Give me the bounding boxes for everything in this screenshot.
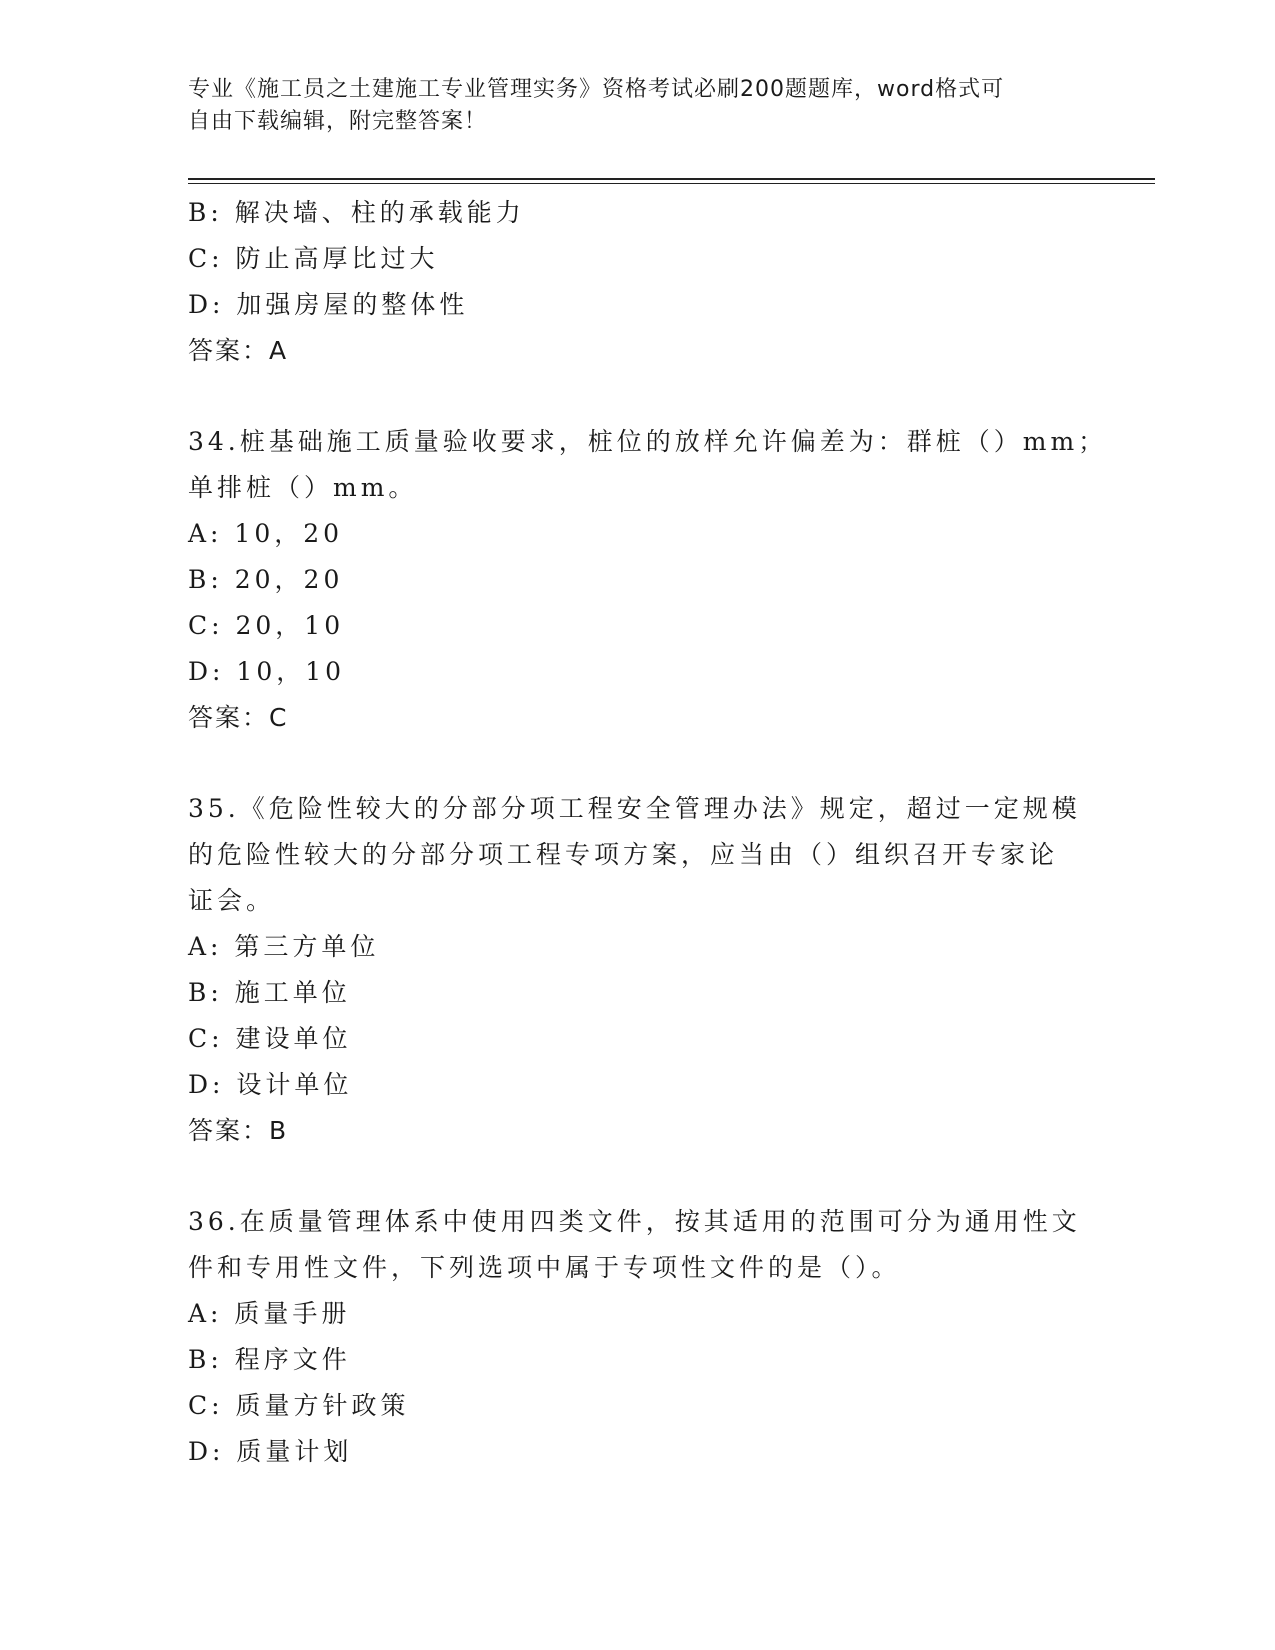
question-34: [188, 419, 1108, 741]
option-c: C: 建设单位: [188, 1024, 352, 1053]
question-stem: 的危险性较大的分部分项工程专项方案，应当由（）组织召开专家论: [188, 840, 1059, 869]
question-stem: 35.《危险性较大的分部分项工程安全管理办法》规定，超过一定规模: [188, 794, 1081, 823]
option-c: C: 质量方针政策: [188, 1391, 410, 1420]
option-d: D: 设计单位: [188, 1070, 353, 1099]
answer: 答案：B: [188, 1116, 289, 1145]
header-divider-thin: [188, 183, 1155, 184]
option-a: A: 质量手册: [188, 1299, 351, 1328]
question-33: [188, 190, 1088, 374]
header-divider-thick: [188, 178, 1155, 180]
option-b: B: 程序文件: [188, 1345, 351, 1374]
question-list: [188, 190, 1108, 1475]
option-d: D: 10，10: [188, 657, 346, 686]
question-35: [188, 786, 1088, 1154]
header-line-2: 自由下载编辑，附完整答案！: [188, 109, 488, 134]
option-d: D: 加强房屋的整体性: [188, 290, 469, 319]
option-b: B: 20，20: [188, 565, 344, 594]
question-stem: 34.桩基础施工质量验收要求，桩位的放样允许偏差为：群桩（）mm；: [188, 427, 1108, 456]
answer: 答案：A: [188, 336, 289, 365]
option-b: B: 施工单位: [188, 978, 351, 1007]
option-c: C: 防止高厚比过大: [188, 244, 439, 273]
question-stem: 单排桩（）mm。: [188, 473, 418, 502]
option-d: D: 质量计划: [188, 1437, 353, 1466]
option-c: C: 20，10: [188, 611, 345, 640]
option-a: A: 第三方单位: [188, 932, 380, 961]
question-stem: 件和专用性文件，下列选项中属于专项性文件的是（）。: [188, 1253, 901, 1282]
option-b: B: 解决墙、柱的承载能力: [188, 198, 525, 227]
question-stem: 36.在质量管理体系中使用四类文件，按其适用的范围可分为通用性文: [188, 1207, 1081, 1236]
question-stem: 证会。: [188, 886, 276, 915]
answer: 答案：C: [188, 703, 289, 732]
header-line-1: 专业《施工员之土建施工专业管理实务》资格考试必刷200题题库，word格式可: [188, 77, 1005, 102]
document-header: [188, 74, 1068, 138]
option-a: A: 10，20: [188, 519, 344, 548]
question-36: [188, 1199, 1088, 1475]
